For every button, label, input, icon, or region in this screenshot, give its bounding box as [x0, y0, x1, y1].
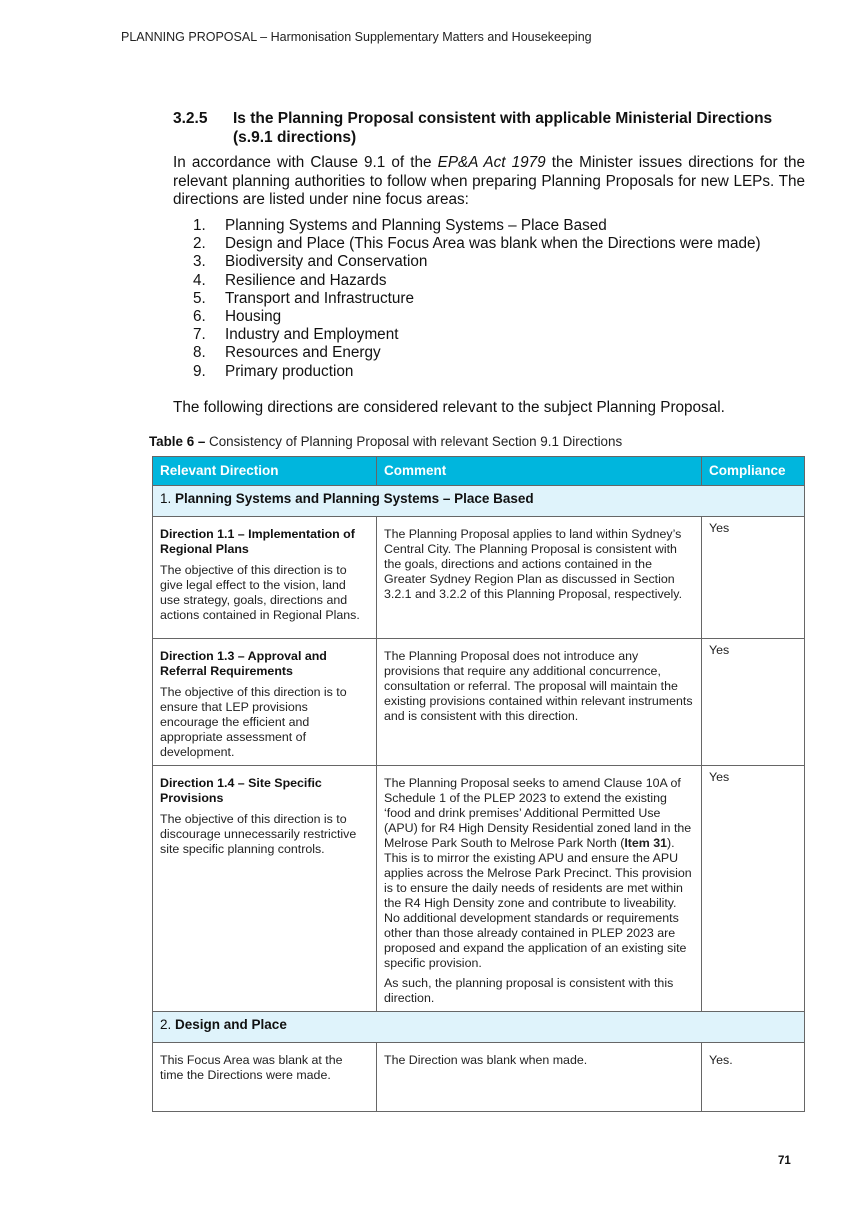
column-header-direction: Relevant Direction [153, 457, 377, 486]
list-number: 1. [193, 217, 206, 234]
comment-text: The Direction was blank when made. [384, 1053, 588, 1067]
section-title: Is the Planning Proposal consistent with applicable Ministerial Directions (s.9.1 directions) [233, 110, 773, 146]
table-caption-label: Table 6 – [149, 434, 206, 449]
lead-in-sentence: The following directions are considered relevant to the subject Planning Proposal. [173, 399, 725, 416]
compliance-cell [702, 1043, 805, 1112]
list-item [193, 363, 761, 381]
comment-cell [377, 766, 702, 1012]
comment-text: The Planning Proposal applies to land within Sydney’s Central City. The Planning Proposal is consistent with the goals, directions and actions contained in the Greater Sydney Region Plan as discussed in Section 3.2.1 and 3.2.2 of this Planning Proposal, respectively. [384, 527, 683, 601]
direction-objective: The objective of this direction is to ensure that LEP provisions encourage the efficient and appropriate assessment of development. [160, 685, 347, 759]
intro-paragraph [173, 154, 805, 210]
compliance-cell [702, 766, 805, 1012]
intro-text-start: In accordance with Clause 9.1 of the [173, 154, 438, 171]
page-number: 71 [778, 1155, 791, 1167]
list-number: 4. [193, 271, 206, 289]
direction-title: Direction 1.1 – Implementation of Regional Plans [160, 527, 355, 556]
list-label: Planning Systems and Planning Systems – Place Based [225, 217, 607, 234]
table-row [153, 639, 805, 766]
direction-cell [153, 1043, 377, 1112]
list-number: 3. [193, 253, 206, 271]
comment-text-part: The Planning Proposal seeks to amend Clause 10A of Schedule 1 of the PLEP 2023 to extend the existing ‘food and drink premises’ Additional Permitted Use (APU) for R4 High Density Residential zoned land in the Melrose Park South to Melrose Park North ( [384, 776, 692, 850]
comment-text-part: ). This is to mirror the existing APU and ensure the APU applies across the Melrose Park Precinct. This provision is to ensure the daily needs of residents are met within the R4 High Density zone and contribute to liveability. No additional development standards or requirements other than those already contained in PLEP 2023 are proposed and expand the application of an existing site specific provision. [384, 836, 692, 970]
focus-area-number: 2. [160, 1017, 172, 1032]
focus-area-row [153, 1012, 805, 1043]
comment-text [384, 776, 694, 971]
section-number: 3.2.5 [173, 110, 208, 127]
comment-conclusion: As such, the planning proposal is consistent with this direction. [384, 976, 674, 1005]
comment-cell [377, 1043, 702, 1112]
list-item [193, 217, 761, 235]
focus-area-title: Planning Systems and Planning Systems – Place Based [175, 491, 534, 506]
list-item [193, 253, 761, 271]
focus-area-cell [153, 486, 805, 517]
table-caption-text: Consistency of Planning Proposal with relevant Section 9.1 Directions [205, 434, 623, 449]
list-label: Design and Place (This Focus Area was blank when the Directions were made) [225, 235, 761, 253]
act-name: EP&A Act 1979 [437, 154, 546, 171]
direction-title: Direction 1.3 – Approval and Referral Requirements [160, 649, 327, 678]
comment-cell [377, 517, 702, 639]
direction-title: Direction 1.4 – Site Specific Provisions [160, 776, 322, 805]
item-reference: Item 31 [624, 836, 668, 850]
list-item [193, 308, 761, 326]
list-label: Biodiversity and Conservation [225, 253, 428, 271]
list-label: Resources and Energy [225, 344, 381, 362]
direction-text: This Focus Area was blank at the time the Directions were made. [160, 1053, 343, 1082]
list-label: Resilience and Hazards [225, 271, 387, 289]
list-item [193, 326, 761, 344]
compliance-cell [702, 639, 805, 766]
list-number: 6. [193, 308, 206, 326]
focus-area-row [153, 486, 805, 517]
compliance-cell [702, 517, 805, 639]
focus-area-title: Design and Place [175, 1017, 287, 1032]
focus-area-number: 1. [160, 491, 172, 506]
list-item [193, 290, 761, 308]
list-label: Housing [225, 308, 282, 326]
list-item [193, 344, 761, 362]
focus-area-cell [153, 1012, 805, 1043]
table-header-row [153, 457, 805, 486]
compliance-value: Yes [709, 521, 730, 535]
list-label: Industry and Employment [225, 326, 399, 344]
list-number: 8. [193, 344, 206, 362]
compliance-value: Yes [709, 770, 730, 784]
table-row [153, 517, 805, 639]
comment-text: The Planning Proposal does not introduce any provisions that require any additional concurrence, consultation or referral. The proposal will maintain the existing provisions contained within relevant instruments and is consistent with this direction. [384, 649, 693, 723]
list-label: Transport and Infrastructure [225, 289, 415, 307]
compliance-value: Yes [709, 643, 730, 657]
column-header-compliance: Compliance [702, 457, 805, 486]
intro-text-end: the Minister issues directions for the relevant planning authorities to follow when preparing Planning Proposals for new LEPs. The directions are listed under nine focus areas: [173, 154, 805, 209]
table-row [153, 1043, 805, 1112]
direction-objective: The objective of this direction is to discourage unnecessarily restrictive site specific planning controls. [160, 812, 357, 856]
comment-cell [377, 639, 702, 766]
compliance-value: Yes. [709, 1053, 733, 1067]
list-number: 2. [193, 235, 206, 253]
direction-cell [153, 766, 377, 1012]
table-row [153, 766, 805, 1012]
direction-cell [153, 639, 377, 766]
running-header: PLANNING PROPOSAL – Harmonisation Supplementary Matters and Housekeeping [121, 30, 592, 44]
column-header-comment: Comment [377, 457, 702, 486]
list-number: 7. [193, 326, 206, 344]
directions-table [152, 456, 805, 1112]
direction-objective: The objective of this direction is to give legal effect to the vision, land use strategy, goals, directions and actions contained in Regional Plans. [160, 563, 360, 622]
list-label: Primary production [225, 362, 354, 380]
direction-cell [153, 517, 377, 639]
table-caption [149, 434, 622, 449]
list-item [193, 235, 761, 253]
list-item [193, 272, 761, 290]
section-heading [173, 109, 793, 147]
list-number: 5. [193, 289, 206, 307]
focus-areas-list [193, 217, 761, 381]
list-number: 9. [193, 362, 206, 380]
